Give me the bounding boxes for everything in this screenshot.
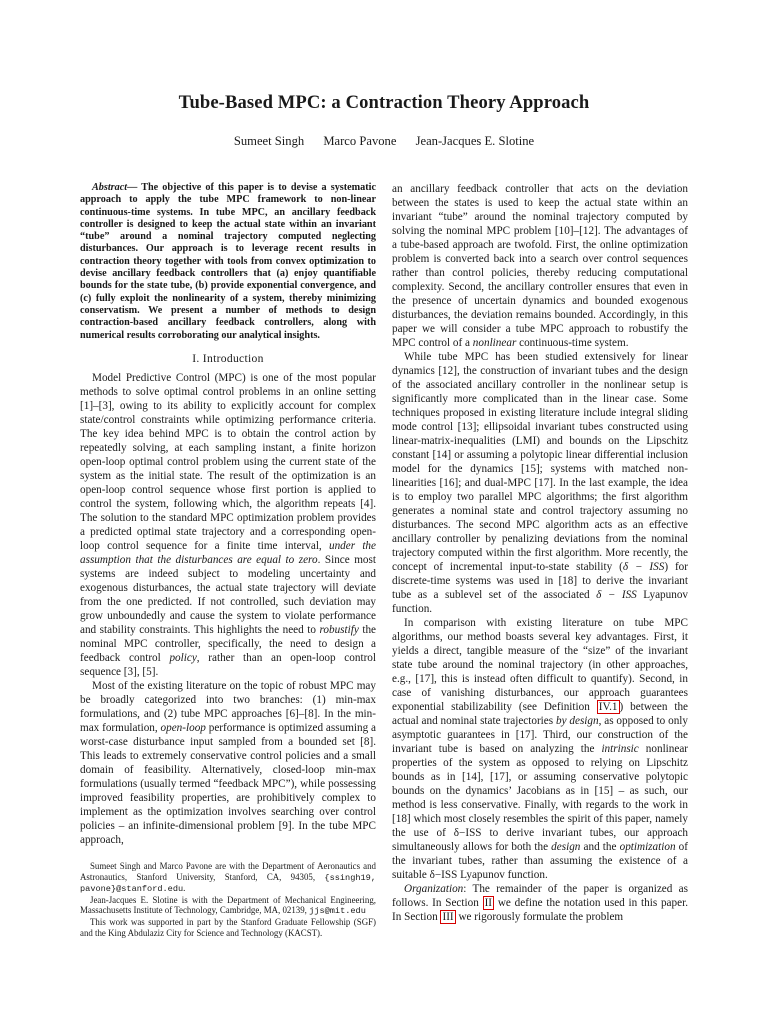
emphasis: intrinsic	[601, 743, 639, 755]
abstract-label: Abstract	[92, 182, 128, 193]
math-inline: δ − ISS	[596, 589, 637, 601]
text-run: and the	[583, 841, 617, 853]
abstract	[80, 182, 376, 342]
text-run: Jean-Jacques E. Slotine is with the Department of Mechanical Engineering, Massachusetts Institute of Technology, Cambridge, MA, 02139,	[80, 894, 376, 916]
text-run: we rigorously formulate the problem	[458, 911, 624, 923]
emphasis: robustify	[319, 623, 359, 636]
text-run: performance is optimized assuming a worst-case disturbance input sampled from a bounded set [8]. This leads to extremely conservative control policies and a small domain of feasibility. Alternatively, closed-loop min-max formulations (usually termed “feedback MPC”), while possessing improved feasibility properties, are prohibitively complex to implement as the optimization involves searching over control policies – an infinite-dimensional problem [9]. In the tube MPC approach,	[80, 721, 376, 846]
footnote: This work was supported in part by the Stanford Graduate Fellowship (SGF) and the King Abdulaziz City for Science and Technology (KACST).	[80, 916, 376, 938]
emphasis: nonlinear	[472, 337, 517, 349]
footnotes	[80, 861, 376, 938]
left-column	[80, 182, 376, 847]
right-column	[392, 182, 688, 924]
emphasis: Organization	[404, 883, 464, 895]
paragraph	[392, 616, 688, 882]
text-run: ) for discrete-time systems was used in [18] to derive the invariant tube as a sublevel set of the associated	[392, 561, 688, 601]
text-run: , as opposed to only asymptotic guarantees in [17]. Third, our construction of the invariant tube is based on analyzing the	[392, 715, 688, 755]
text-run: Lyapunov function.	[392, 589, 689, 615]
author-list	[0, 134, 768, 149]
paper-title: Tube-Based MPC: a Contraction Theory Approach	[178, 92, 590, 113]
paragraph	[392, 882, 688, 924]
text-run: nonlinear properties of the system as opposed to relying on Lipschitz bounds as in [14], [17], or assuming conservative polytopic bounds on the dynamics’ Jacobians as in [15] – as such, our method is less conservative. Finally, with regards to the work in [18] which most closely resembles the spirit of this paper, namely the use of δ−ISS to derive invariant tubes, our approach simultaneously allows for both the	[392, 743, 689, 853]
paragraph	[392, 350, 688, 616]
math-inline: δ − ISS	[622, 561, 665, 573]
emphasis: under the assumption that the disturbances are equal to zero	[80, 539, 376, 566]
text-run: an ancillary feedback controller that acts on the deviation between the states is used to keep the actual state within an invariant “tube” around the nominal trajectory computed by solving the nominal MPC problem [10]–[12]. The advantages of a tube-based approach are twofold. First, the online optimization problem is converted back into a search over control sequences rather than control policies, thereby reducing computational complexity. Second, the ancillary controller ensures that even in the presence of uncertain dynamics and bounded exogenous disturbances, the deviation remains bounded. Accordingly, in this paper we will consider a tube MPC approach to robustify the MPC control of a	[392, 183, 688, 349]
text-run: In comparison with existing literature on tube MPC algorithms, our method boasts several key advantages. First, it yields a direct, tangible measure of the “size” of the invariant state tube around the nominal trajectory (in other approaches, e.g., [17], this is instead often difficult to quantify). Second, in case of vanishing disturbances, our approach guarantees exponential stabilizability (see Definition	[392, 617, 688, 713]
text-run: Model Predictive Control (MPC) is one of the most popular methods to solve optimal control problems in an online setting [1]–[3], owing to its ability to explicitly account for complex state/control constraints while optimizing performance criteria. The key idea behind MPC is to obtain the control action by repeatedly solving, at each sampling instant, a finite horizon open-loop optimal control problem using the current state of the system as the initial state. The result of the optimization is an open-loop control sequence whose first portion is applied to control the system, following which, the algorithm repeats [4]. The solution to the standard MPC optimization problem provides a predicted optimal state trajectory and a corresponding open-loop control sequence for a finite time interval,	[80, 371, 376, 552]
footnote	[80, 895, 376, 917]
paragraph	[80, 371, 376, 679]
definition-link[interactable]: IV.1	[598, 701, 618, 713]
emphasis: optimization	[619, 841, 676, 853]
text-run: Most of the existing literature on the topic of robust MPC may be broadly categorized into two branches: (1) min-max formulations, and (2) tube MPC approaches [6]–[8]. In the min-max formulation,	[80, 679, 376, 734]
text-run: ) between the actual and nominal state trajectories	[392, 701, 689, 727]
author-name: Sumeet Singh	[233, 134, 305, 148]
emphasis: policy	[169, 651, 197, 664]
text-run: the nominal MPC controller, specifically, the need to design a feedback control	[80, 623, 377, 664]
emphasis: design	[551, 841, 581, 853]
section-link[interactable]: III	[442, 911, 454, 923]
emphasis: by design	[555, 715, 599, 727]
email-address: jjs@mit.edu	[309, 906, 366, 917]
text-run: , rather than an open-loop control sequence [3], [5].	[80, 651, 376, 678]
email-address: {ssingh19, pavone}@stanford.edu	[80, 872, 376, 895]
text-run: : The remainder of the paper is organized as follows. In Section	[392, 883, 688, 909]
paragraph	[80, 679, 376, 847]
author-name: Jean-Jacques E. Slotine	[415, 134, 535, 148]
text-run: . Since most systems are indeed subject to modeling uncertainty and exogenous disturbances, the actual state trajectory will deviate from the one predicted. If not controlled, such deviation may grow unboundedly and cause the system to violate performance and stability constraints. This highlights the need to	[80, 553, 376, 636]
section-link[interactable]: II	[484, 897, 493, 909]
section-heading: I. Introduction	[192, 351, 264, 365]
text-run: Sumeet Singh and Marco Pavone are with the Department of Aeronautics and Astronautics, Stanford University, Stanford, CA, 94305,	[80, 861, 376, 882]
paragraph	[392, 182, 688, 350]
text-run: we define the notation used in this paper. In Section	[392, 897, 688, 923]
emphasis: open-loop	[160, 721, 206, 734]
author-name: Marco Pavone	[323, 134, 397, 148]
text-run: of the invariant tubes, rather than assuming the existence of a suitable δ−ISS Lyapunov function.	[392, 841, 688, 881]
text-run: While tube MPC has been studied extensively for linear dynamics [12], the construction of invariant tubes and the design of the associated ancillary controller in the nonlinear setup is significantly more complicated than in the linear case. Some techniques proposed in existing literature include integral sliding mode control [13]; ellipsoidal invariant tubes constructed using linear-matrix-inequalities (LMI) and bounds on the Lipschitz constant [14] or assuming a polytopic linear differential inclusion model for the dynamics [15]; systems with matched non-linearities [16]; and dual-MPC [17]. In the last example, the idea is to employ two parallel MPC algorithms; the first algorithm generates a nominal state and control trajectory assuming no disturbances. The second MPC algorithm acts as an effective ancillary controller by penalizing deviations from the nominal trajectory computed within the first algorithm. More recently, the concept of incremental input-to-state stability (	[392, 351, 688, 573]
abstract-text: — The objective of this paper is to devise a systematic approach to apply the tube MPC framework to non-linear continuous-time systems. In tube MPC, an ancillary feedback controller is designed to keep the actual state within an invariant “tube” around a nominal trajectory computed neglecting disturbances. Our approach is to leverage recent results in contraction theory together with tools from convex optimization to devise ancillary feedback controllers that (a) enjoy quantifiable bounds for the state tube, (b) provide exponential convergence, and (c) fully exploit the nonlinearity of a system, thereby minimizing conservatism. We present a number of methods to design contraction-based ancillary feedback controllers, along with numerical results corroborating our analytical insights.	[80, 182, 376, 341]
footnote: Sumeet Singh and Marco Pavone are with the Department of Aeronautics and Astronautics, Stanford University, Stanford, CA, 94305, {ssingh19, pavone}@stanford.edu.	[80, 861, 376, 895]
text-run: continuous-time system.	[519, 337, 629, 349]
